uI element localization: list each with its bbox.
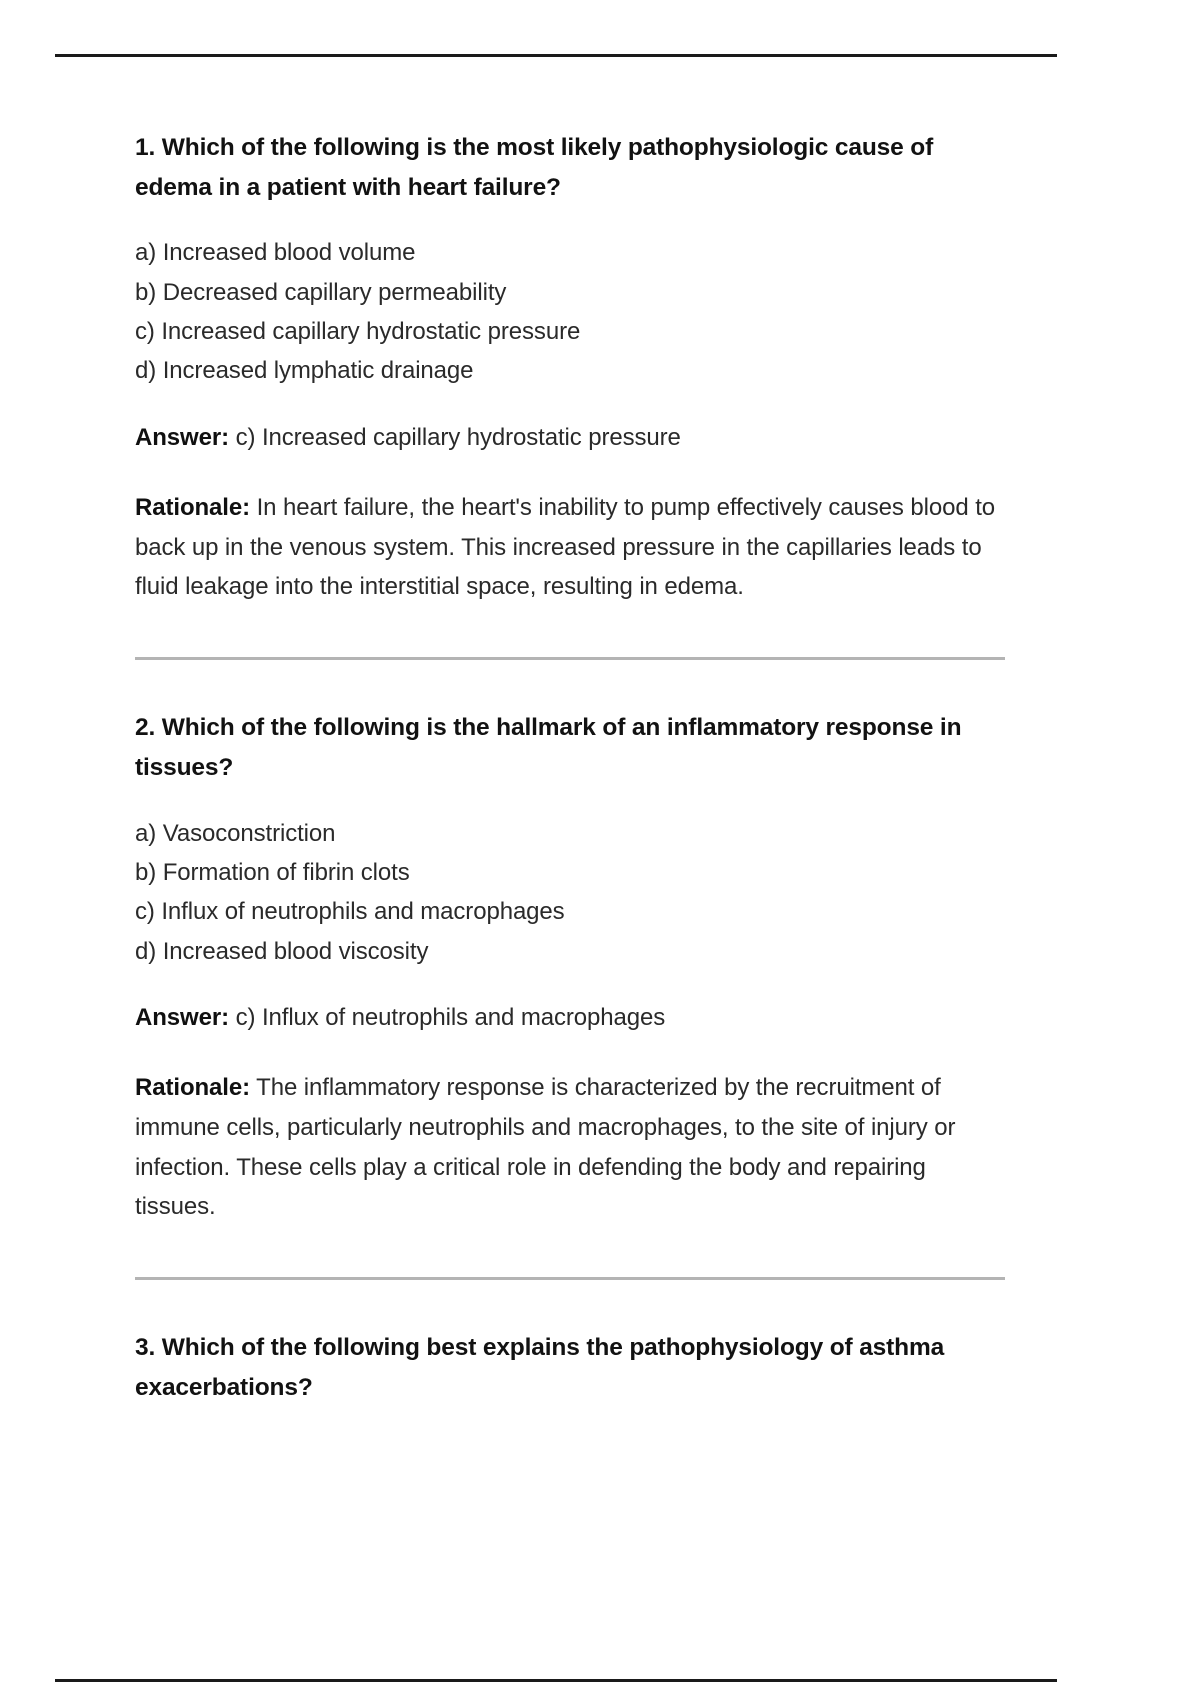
option-c[interactable]: c) Influx of neutrophils and macrophages xyxy=(135,898,565,926)
section-divider-1 xyxy=(135,657,1005,660)
option-d[interactable]: d) Increased lymphatic drainage xyxy=(135,357,474,385)
option-c[interactable]: c) Increased capillary hydrostatic pressure xyxy=(135,318,581,346)
page-trailing-space xyxy=(135,1434,1007,1474)
answer-label: Answer: xyxy=(135,1003,229,1031)
page-content xyxy=(135,128,1007,1474)
question-heading: 2. Which of the following is the hallmark of an inflammatory response in tissues? xyxy=(135,714,962,781)
rationale-text: The inflammatory response is characterized by the recruitment of immune cells, particularly neutrophils and macrophages, to the site of injury or infection. These cells play a critical role in defending the body and repairing tissues. xyxy=(135,1073,956,1221)
rationale-label: Rationale: xyxy=(135,1073,251,1101)
question-block-2 xyxy=(135,708,1007,1227)
question-heading: 1. Which of the following is the most likely pathophysiologic cause of edema in a patient with heart failure? xyxy=(135,134,934,201)
rationale-line xyxy=(135,488,1005,607)
answer-line xyxy=(135,419,1007,458)
option-b[interactable]: b) Decreased capillary permeability xyxy=(135,278,507,306)
answer-text: c) Increased capillary hydrostatic pressure xyxy=(235,423,681,451)
option-b[interactable]: b) Formation of fibrin clots xyxy=(135,858,410,886)
option-d[interactable]: d) Increased blood viscosity xyxy=(135,937,429,965)
rationale-label: Rationale: xyxy=(135,493,251,521)
answer-text: c) Influx of neutrophils and macrophages xyxy=(235,1003,666,1031)
answer-options-list xyxy=(135,233,1007,390)
option-a[interactable]: a) Vasoconstriction xyxy=(135,819,336,847)
question-block-1 xyxy=(135,128,1007,607)
option-a[interactable]: a) Increased blood volume xyxy=(135,239,416,267)
question-heading: 3. Which of the following best explains the pathophysiology of asthma exacerbations? xyxy=(135,1334,945,1401)
question-block-3 xyxy=(135,1328,1007,1407)
page-bottom-border xyxy=(55,1679,1057,1682)
answer-options-list xyxy=(135,814,1007,971)
answer-line xyxy=(135,999,1007,1038)
answer-label: Answer: xyxy=(135,423,229,451)
rationale-text: In heart failure, the heart's inability to pump effectively causes blood to back up in the venous system. This increased pressure in the capillaries leads to fluid leakage into the interstitial space, resulting in edema. xyxy=(135,493,996,601)
section-divider-2 xyxy=(135,1277,1005,1280)
rationale-line xyxy=(135,1068,1005,1227)
page-top-border xyxy=(55,54,1057,57)
